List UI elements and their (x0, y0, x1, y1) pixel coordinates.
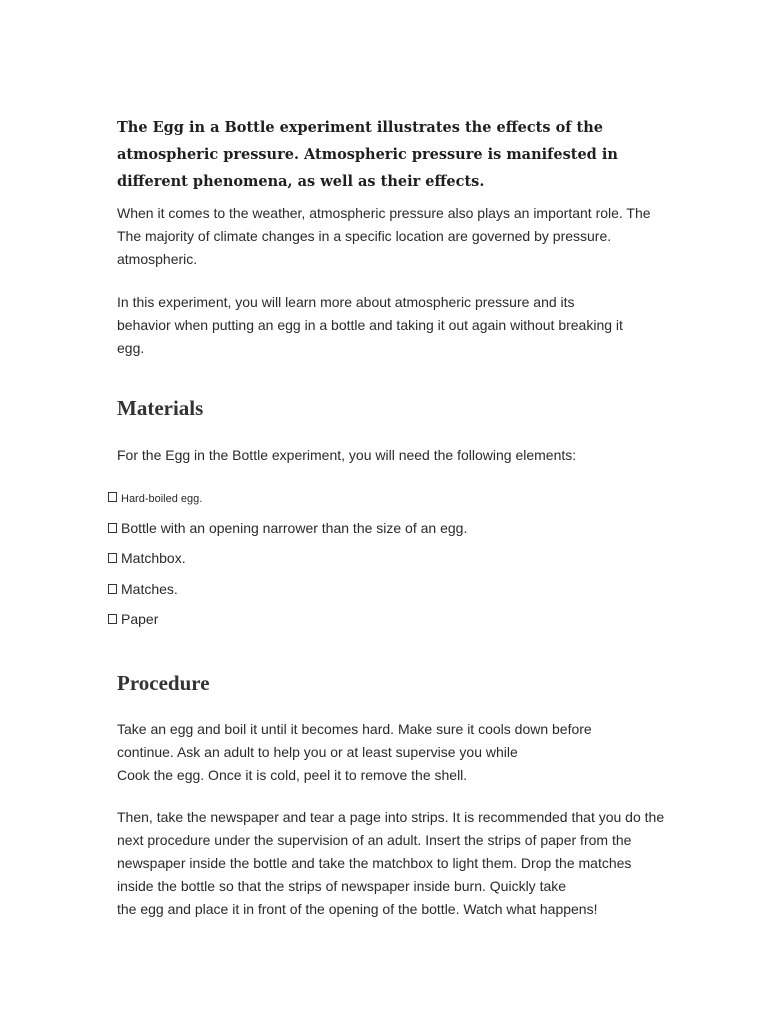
intro-line: The Egg in a Bottle experiment illustrates the effects of the (117, 119, 603, 136)
list-item (108, 492, 202, 505)
procedure-section (117, 671, 657, 696)
paragraph-line: the egg and place it in front of the opening of the bottle. Watch what happens! (117, 901, 598, 917)
materials-intro-block (117, 444, 657, 467)
paragraph-line: Take an egg and boil it until it becomes hard. Make sure it cools down before (117, 721, 592, 737)
checkbox-glyph-icon (108, 614, 117, 624)
materials-heading: Materials (117, 396, 204, 420)
list-item (108, 611, 158, 627)
checkbox-glyph-icon (108, 492, 117, 502)
paragraph-line: egg. (117, 340, 145, 356)
list-item-label: Paper (121, 611, 159, 627)
list-item (108, 520, 467, 536)
paragraph-line: inside the bottle so that the strips of newspaper inside burn. Quickly take (117, 878, 567, 894)
materials-section (117, 396, 657, 421)
paragraph-line: atmospheric. (117, 251, 198, 267)
paragraph-line: Cook the egg. Once it is cold, peel it to remove the shell. (117, 767, 468, 783)
paragraph-line: newspaper inside the bottle and take the matchbox to light them. Drop the matches (117, 855, 632, 871)
list-item (108, 550, 186, 566)
materials-intro: For the Egg in the Bottle experiment, you will need the following elements: (117, 447, 577, 463)
paragraph-line: The majority of climate changes in a specific location are governed by pressure. (117, 228, 612, 244)
list-item-label: Matchbox. (121, 550, 186, 566)
weather-paragraph (117, 202, 657, 271)
procedure-heading: Procedure (117, 671, 210, 695)
paragraph-line: Then, take the newspaper and tear a page into strips. It is recommended that you do the (117, 809, 665, 825)
experiment-paragraph (117, 291, 657, 360)
paragraph-line: behavior when putting an egg in a bottle and taking it out again without breaking it (117, 317, 623, 333)
checkbox-glyph-icon (108, 523, 117, 533)
paragraph-line: In this experiment, you will learn more about atmospheric pressure and its (117, 294, 575, 310)
list-item-label: Hard-boiled egg. (121, 493, 203, 505)
procedure-paragraph-2 (117, 806, 665, 921)
list-item (108, 581, 178, 597)
intro-line: atmospheric pressure. Atmospheric pressure is manifested in (117, 146, 618, 163)
paragraph-line: continue. Ask an adult to help you or at least supervise you while (117, 744, 518, 760)
checkbox-glyph-icon (108, 553, 117, 563)
list-item-label: Matches. (121, 581, 178, 597)
checkbox-glyph-icon (108, 584, 117, 594)
list-item-label: Bottle with an opening narrower than the size of an egg. (121, 520, 468, 536)
intro-line: different phenomena, as well as their effects. (117, 173, 485, 190)
paragraph-line: next procedure under the supervision of an adult. Insert the strips of paper from the (117, 832, 632, 848)
paragraph-line: When it comes to the weather, atmospheric pressure also plays an important role. The (117, 205, 651, 221)
intro-paragraph (117, 114, 657, 195)
procedure-paragraph-1 (117, 718, 657, 787)
